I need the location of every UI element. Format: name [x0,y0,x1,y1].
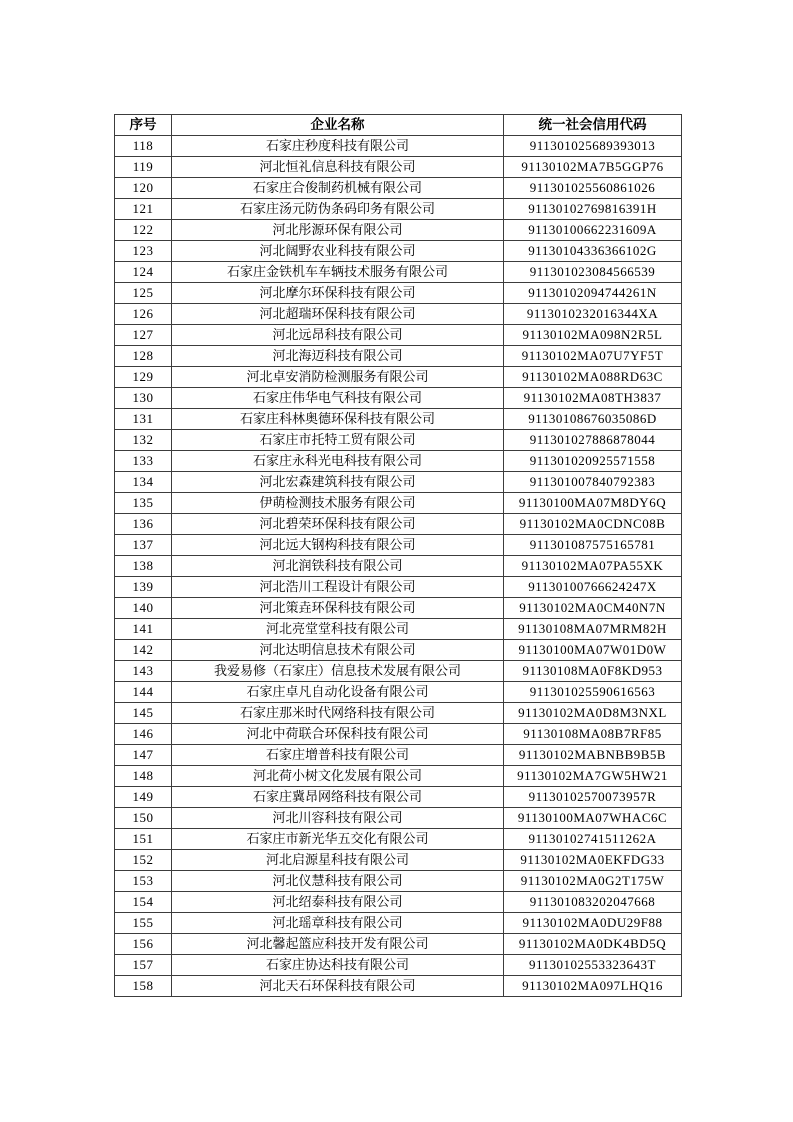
table-header [115,115,682,136]
company-name-cell: 石家庄科林奥德环保科技有限公司 [172,409,504,430]
serial-number-cell: 137 [115,535,172,556]
table-row [115,850,682,871]
serial-number-cell: 150 [115,808,172,829]
company-name-cell: 河北海迈科技有限公司 [172,346,504,367]
company-name-cell: 河北远昂科技有限公司 [172,325,504,346]
credit-code-cell: 91130102MA7B5GGP76 [504,157,682,178]
company-name-cell: 石家庄卓凡自动化设备有限公司 [172,682,504,703]
company-name-cell: 伊萌检测技术服务有限公司 [172,493,504,514]
credit-code-cell: 911301007840792383 [504,472,682,493]
credit-code-cell: 91130102553323643T [504,955,682,976]
serial-number-cell: 133 [115,451,172,472]
header-company-name: 企业名称 [172,115,504,136]
credit-code-cell: 91130108MA0F8KD953 [504,661,682,682]
serial-number-cell: 135 [115,493,172,514]
serial-number-cell: 128 [115,346,172,367]
company-name-cell: 河北亮堂堂科技有限公司 [172,619,504,640]
company-name-cell: 石家庄伟华电气科技有限公司 [172,388,504,409]
credit-code-cell: 91130102MA0G2T175W [504,871,682,892]
serial-number-cell: 125 [115,283,172,304]
table-row [115,829,682,850]
credit-code-cell: 91130102MA07U7YF5T [504,346,682,367]
credit-code-cell: 91130102MA0CDNC08B [504,514,682,535]
company-name-cell: 石家庄永科光电科技有限公司 [172,451,504,472]
company-name-cell: 石家庄冀昂网络科技有限公司 [172,787,504,808]
credit-code-cell: 91130100662231609A [504,220,682,241]
table-row [115,472,682,493]
serial-number-cell: 154 [115,892,172,913]
company-name-cell: 河北润铁科技有限公司 [172,556,504,577]
company-name-cell: 石家庄协达科技有限公司 [172,955,504,976]
credit-code-cell: 91130102MA0DU29F88 [504,913,682,934]
table-row [115,199,682,220]
table-row [115,220,682,241]
serial-number-cell: 138 [115,556,172,577]
credit-code-cell: 91130102MABNBB9B5B [504,745,682,766]
company-name-cell: 石家庄汤元防伪条码印务有限公司 [172,199,504,220]
table-row [115,640,682,661]
credit-code-cell: 91130102MA088RD63C [504,367,682,388]
credit-code-cell: 91130108MA07MRM82H [504,619,682,640]
table-row [115,892,682,913]
company-name-cell: 河北超瑞环保科技有限公司 [172,304,504,325]
credit-code-cell: 91130102094744261N [504,283,682,304]
credit-code-cell: 911301083202047668 [504,892,682,913]
company-name-cell: 河北达明信息技术有限公司 [172,640,504,661]
table-row [115,703,682,724]
table-row [115,283,682,304]
serial-number-cell: 149 [115,787,172,808]
credit-code-cell: 91130102MA0D8M3NXL [504,703,682,724]
company-name-cell: 河北瑶章科技有限公司 [172,913,504,934]
serial-number-cell: 120 [115,178,172,199]
serial-number-cell: 139 [115,577,172,598]
company-name-cell: 石家庄合俊制药机械有限公司 [172,178,504,199]
table-row [115,808,682,829]
table-row [115,871,682,892]
company-name-cell: 河北仪慧科技有限公司 [172,871,504,892]
serial-number-cell: 155 [115,913,172,934]
company-name-cell: 河北荷小树文化发展有限公司 [172,766,504,787]
table-row [115,535,682,556]
company-name-cell: 石家庄秒度科技有限公司 [172,136,504,157]
table-row [115,136,682,157]
company-name-cell: 石家庄那米时代网络科技有限公司 [172,703,504,724]
table-row [115,241,682,262]
company-name-cell: 河北馨起篮应科技开发有限公司 [172,934,504,955]
company-name-cell: 我爱易修（石家庄）信息技术发展有限公司 [172,661,504,682]
table-row [115,766,682,787]
company-name-cell: 河北恒礼信息科技有限公司 [172,157,504,178]
serial-number-cell: 121 [115,199,172,220]
serial-number-cell: 152 [115,850,172,871]
table-row [115,913,682,934]
serial-number-cell: 127 [115,325,172,346]
header-serial-number: 序号 [115,115,172,136]
table-row [115,493,682,514]
serial-number-cell: 153 [115,871,172,892]
credit-code-cell: 91130102769816391H [504,199,682,220]
table-row [115,514,682,535]
credit-code-cell: 91130102MA0EKFDG33 [504,850,682,871]
company-name-cell: 河北彤源环保有限公司 [172,220,504,241]
company-table-container [114,114,681,997]
serial-number-cell: 134 [115,472,172,493]
serial-number-cell: 146 [115,724,172,745]
serial-number-cell: 147 [115,745,172,766]
table-row [115,367,682,388]
credit-code-cell: 911301023084566539 [504,262,682,283]
table-row [115,157,682,178]
table-row [115,430,682,451]
header-row [115,115,682,136]
serial-number-cell: 130 [115,388,172,409]
serial-number-cell: 131 [115,409,172,430]
credit-code-cell: 91130100MA07M8DY6Q [504,493,682,514]
company-name-cell: 石家庄市新光华五交化有限公司 [172,829,504,850]
credit-code-cell: 91130102MA0DK4BD5Q [504,934,682,955]
serial-number-cell: 151 [115,829,172,850]
serial-number-cell: 132 [115,430,172,451]
serial-number-cell: 140 [115,598,172,619]
credit-code-cell: 911301025689393013 [504,136,682,157]
company-name-cell: 河北远大钢构科技有限公司 [172,535,504,556]
table-row [115,262,682,283]
table-row [115,724,682,745]
serial-number-cell: 142 [115,640,172,661]
serial-number-cell: 145 [115,703,172,724]
table-row [115,556,682,577]
credit-code-cell: 911301020925571558 [504,451,682,472]
credit-code-cell: 9113010232016344XA [504,304,682,325]
company-name-cell: 河北启源星科技有限公司 [172,850,504,871]
serial-number-cell: 126 [115,304,172,325]
table-row [115,955,682,976]
table-row [115,661,682,682]
serial-number-cell: 122 [115,220,172,241]
table-row [115,409,682,430]
company-name-cell: 河北中荷联合环保科技有限公司 [172,724,504,745]
serial-number-cell: 156 [115,934,172,955]
credit-code-cell: 91130102MA08TH3837 [504,388,682,409]
serial-number-cell: 148 [115,766,172,787]
table-row [115,178,682,199]
serial-number-cell: 119 [115,157,172,178]
credit-code-cell: 91130102741511262A [504,829,682,850]
credit-code-cell: 911301025560861026 [504,178,682,199]
table-row [115,619,682,640]
company-name-cell: 河北碧荣环保科技有限公司 [172,514,504,535]
table-row [115,346,682,367]
table-row [115,451,682,472]
credit-code-cell: 911301027886878044 [504,430,682,451]
serial-number-cell: 129 [115,367,172,388]
serial-number-cell: 118 [115,136,172,157]
serial-number-cell: 158 [115,976,172,997]
company-name-cell: 河北卓安消防检测服务有限公司 [172,367,504,388]
credit-code-cell: 91130100MA07WHAC6C [504,808,682,829]
table-row [115,745,682,766]
credit-code-cell: 91130100766624247X [504,577,682,598]
serial-number-cell: 144 [115,682,172,703]
serial-number-cell: 143 [115,661,172,682]
credit-code-cell: 91130102MA07PA55XK [504,556,682,577]
table-row [115,787,682,808]
company-name-cell: 河北天石环保科技有限公司 [172,976,504,997]
table-body [115,136,682,997]
company-name-cell: 河北宏森建筑科技有限公司 [172,472,504,493]
credit-code-cell: 91130100MA07W01D0W [504,640,682,661]
company-name-cell: 河北绍泰科技有限公司 [172,892,504,913]
credit-code-cell: 91130102570073957R [504,787,682,808]
credit-code-cell: 91130108MA08B7RF85 [504,724,682,745]
serial-number-cell: 141 [115,619,172,640]
company-name-cell: 河北浩川工程设计有限公司 [172,577,504,598]
company-name-cell: 河北摩尔环保科技有限公司 [172,283,504,304]
company-name-cell: 石家庄金铁机车车辆技术服务有限公司 [172,262,504,283]
table-row [115,682,682,703]
company-name-cell: 河北策垚环保科技有限公司 [172,598,504,619]
company-table [114,114,682,997]
company-name-cell: 河北阔野农业科技有限公司 [172,241,504,262]
table-row [115,304,682,325]
table-row [115,934,682,955]
serial-number-cell: 157 [115,955,172,976]
serial-number-cell: 123 [115,241,172,262]
credit-code-cell: 91130102MA098N2R5L [504,325,682,346]
company-name-cell: 河北川容科技有限公司 [172,808,504,829]
table-row [115,598,682,619]
serial-number-cell: 124 [115,262,172,283]
credit-code-cell: 91130108676035086D [504,409,682,430]
company-name-cell: 石家庄增普科技有限公司 [172,745,504,766]
table-row [115,577,682,598]
table-row [115,388,682,409]
credit-code-cell: 91130102MA7GW5HW21 [504,766,682,787]
credit-code-cell: 91130104336366102G [504,241,682,262]
company-name-cell: 石家庄市托特工贸有限公司 [172,430,504,451]
table-row [115,325,682,346]
table-row [115,976,682,997]
credit-code-cell: 91130102MA0CM40N7N [504,598,682,619]
serial-number-cell: 136 [115,514,172,535]
credit-code-cell: 911301025590616563 [504,682,682,703]
header-credit-code: 统一社会信用代码 [504,115,682,136]
credit-code-cell: 911301087575165781 [504,535,682,556]
credit-code-cell: 91130102MA097LHQ16 [504,976,682,997]
